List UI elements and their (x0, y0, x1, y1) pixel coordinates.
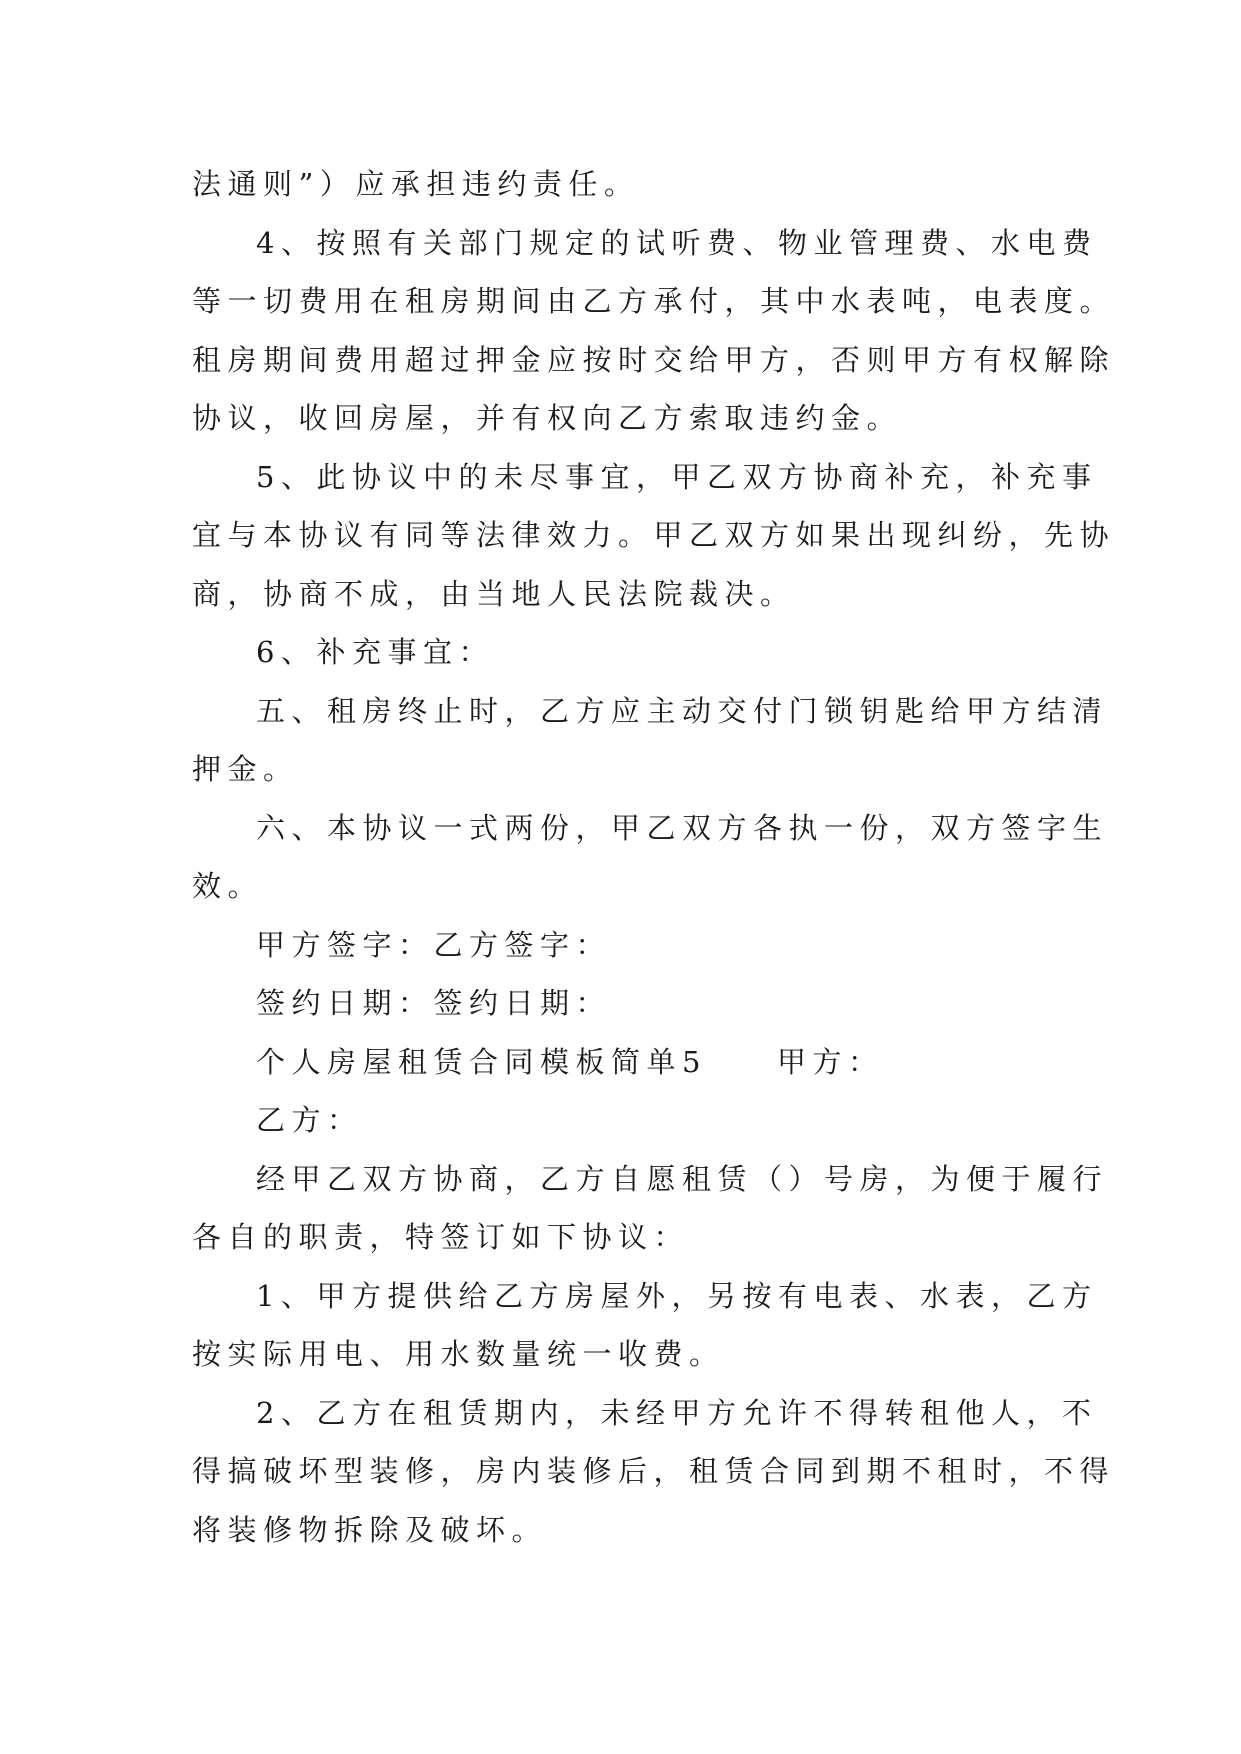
text-line: 将装修物拆除及破坏。 (192, 1512, 548, 1547)
text-line: 2、乙方在租赁期内，未经甲方允许不得转租他人，不 (256, 1395, 1098, 1430)
text-line: 5、此协议中的未尽事宜，甲乙双方协商补充，补充事 (256, 459, 1098, 494)
text-line: 法通则”）应承担违约责任。 (192, 167, 640, 201)
text-line: 商，协商不成，由当地人民法院裁决。 (192, 576, 796, 611)
contract-heading-line (192, 1033, 1072, 1092)
text-line: 效。 (192, 869, 264, 903)
text-line: 得搞破坏型装修，房内装修后，租赁合同到期不租时，不得 (192, 1454, 1116, 1488)
text-line: 各自的职责，特签订如下协议： (192, 1220, 690, 1254)
text-line: 五、租房终止时，乙方应主动交付门锁钥匙给甲方结清 (256, 693, 1109, 728)
text-line: 经甲乙双方协商，乙方自愿租赁（）号房，为便于履行 (256, 1161, 1109, 1196)
text-line: 4、按照有关部门规定的试听费、物业管理费、水电费 (256, 225, 1098, 260)
text-line: 押金。 (192, 752, 299, 786)
document-body (192, 155, 1116, 1559)
party-a-label: 甲方： (776, 1044, 884, 1079)
text-line: 按实际用电、用水数量统一收费。 (192, 1337, 725, 1371)
text-line: 宜与本协议有同等法律效力。甲乙双方如果出现纠纷，先协 (192, 518, 1116, 552)
party-b-line: 乙方： (256, 1103, 363, 1137)
text-line: 协议，收回房屋，并有权向乙方索取违约金。 (192, 401, 903, 435)
text-line: 六、本协议一式两份，甲乙双方各执一份，双方签字生 (256, 810, 1109, 845)
text-line: 6、补充事宜： (256, 635, 494, 669)
date-line: 签约日期：签约日期： (256, 986, 612, 1020)
signature-line: 甲方签字：乙方签字： (256, 927, 612, 962)
text-line: 租房期间费用超过押金应按时交给甲方，否则甲方有权解除 (192, 342, 1116, 377)
contract-title: 个人房屋租赁合同模板简单5 (256, 1044, 707, 1079)
text-line: 等一切费用在租房期间由乙方承付，其中水表吨，电表度。 (192, 284, 1116, 318)
text-line: 1、甲方提供给乙方房屋外，另按有电表、水表，乙方 (256, 1278, 1098, 1313)
